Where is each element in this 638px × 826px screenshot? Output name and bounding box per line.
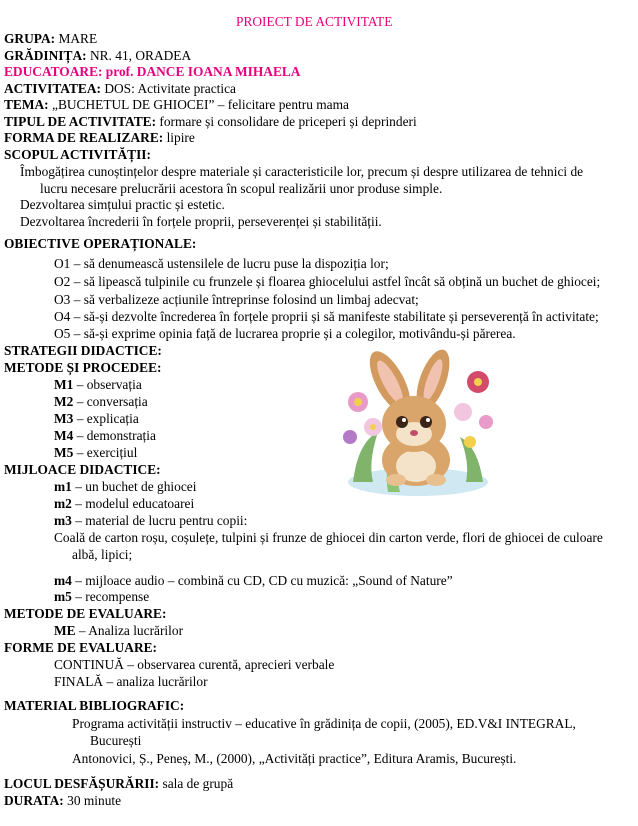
scopul-line: Îmbogățirea cunoștințelor despre materiale și caracteristicile lor, precum și despre utilizarea de tehnici de bbox=[20, 164, 584, 179]
strategii-heading: STRATEGII DIDACTICE: bbox=[4, 343, 162, 358]
obiectiv-item: O2 – să lipească tulpinile cu frunzele și floarea ghiocelului astfel încât să obțină un buchet de ghiocei; bbox=[54, 274, 601, 289]
gradinita-label: GRĂDINIȚA: bbox=[4, 48, 87, 63]
evaluare-heading: METODE DE EVALUARE: bbox=[4, 606, 167, 621]
tipul-value: formare și consolidare de priceperi și deprinderi bbox=[159, 114, 417, 129]
forme-heading: FORME DE EVALUARE: bbox=[4, 640, 158, 655]
tema-line bbox=[4, 97, 349, 113]
mijloc-item: m4 – mijloace audio – combină cu CD, CD cu muzică: „Sound of Nature” bbox=[54, 573, 453, 588]
locul-value: sala de grupă bbox=[162, 776, 234, 791]
grupa-value: MARE bbox=[58, 31, 98, 46]
mijloace-heading: MIJLOACE DIDACTICE: bbox=[4, 462, 161, 477]
tema-label: TEMA: bbox=[4, 97, 49, 112]
activitatea-line bbox=[4, 81, 236, 97]
metoda-item: M4 – demonstrația bbox=[54, 428, 156, 443]
tema-value: „BUCHETUL DE GHIOCEI” – felicitare pentru mama bbox=[52, 97, 349, 112]
scopul-line: Dezvoltarea simțului practic și estetic. bbox=[20, 197, 225, 212]
mijloc-item: m1 – un buchet de ghiocei bbox=[54, 479, 197, 494]
metoda-item: M2 – conversația bbox=[54, 394, 148, 409]
mijloc-item: m2 – modelul educatoarei bbox=[54, 496, 195, 511]
durata-value: 30 minute bbox=[67, 793, 122, 808]
grupa-line bbox=[4, 31, 97, 47]
bibliografie-ref-cont: București bbox=[90, 733, 142, 748]
forma-label: FORMA DE REALIZARE: bbox=[4, 130, 164, 145]
obiectiv-item: O3 – să verbalizeze acțiunile întreprinse folosind un limbaj adecvat; bbox=[54, 292, 419, 307]
page-title: PROIECT DE ACTIVITATE bbox=[236, 14, 393, 29]
educatoare-line bbox=[4, 64, 300, 80]
obiective-heading: OBIECTIVE OPERAȚIONALE: bbox=[4, 236, 197, 251]
mijloc-detail: Coală de carton roșu, coșulețe, tulpini și frunze de ghiocei din carton verde, flori de ghiocei de culoare bbox=[54, 530, 603, 545]
grupa-label: GRUPA: bbox=[4, 31, 56, 46]
gradinita-line bbox=[4, 48, 191, 64]
evaluare-item: ME – Analiza lucrărilor bbox=[54, 623, 184, 638]
obiectiv-item: O4 – să-și dezvolte încrederea în forțele proprii și să manifeste stabilitate și perseverență în activitate; bbox=[54, 309, 599, 324]
metoda-item: M5 – exercițiul bbox=[54, 445, 138, 460]
gradinita-value: NR. 41, ORADEA bbox=[89, 48, 192, 63]
locul-label: LOCUL DESFĂȘURĂRII: bbox=[4, 776, 160, 791]
metode-heading: METODE ȘI PROCEDEE: bbox=[4, 360, 162, 375]
forma-finala: FINALĂ – analiza lucrărilor bbox=[54, 674, 208, 689]
obiectiv-item: O1 – să denumească ustensilele de lucru puse la dispoziția lor; bbox=[54, 256, 389, 271]
tipul-label: TIPUL DE ACTIVITATE: bbox=[4, 114, 157, 129]
metoda-item: M1 – observația bbox=[54, 377, 142, 392]
bibliografie-ref: Programa activității instructiv – educative în grădinița de copii, (2005), ED.V&I INTEGRAL, bbox=[72, 716, 576, 731]
mijloc-item: m5 – recompense bbox=[54, 589, 150, 604]
durata-label: DURATA: bbox=[4, 793, 64, 808]
educatoare-text: EDUCATOARE: prof. DANCE IOANA MIHAELA bbox=[4, 64, 301, 79]
scopul-line: lucru necesare prelucrării acestora în scopul realizării unor produse simple. bbox=[40, 181, 443, 196]
mijloc-item: m3 – material de lucru pentru copii: bbox=[54, 513, 248, 528]
forma-continua: CONTINUĂ – observarea curentă, aprecieri verbale bbox=[54, 657, 335, 672]
obiectiv-item: O5 – să-și exprime opinia față de lucrarea proprie și a colegilor, motivându-și părerea. bbox=[54, 326, 516, 341]
scopul-line: Dezvoltarea încrederii în forțele proprii, perseverenței și stabilității. bbox=[20, 214, 382, 229]
activitatea-label: ACTIVITATEA: bbox=[4, 81, 101, 96]
forma-line bbox=[4, 130, 195, 146]
metoda-item: M3 – explicația bbox=[54, 411, 139, 426]
tipul-line bbox=[4, 114, 417, 130]
activitatea-value: DOS: Activitate practica bbox=[104, 81, 236, 96]
bunny-illustration bbox=[338, 342, 498, 502]
durata-line bbox=[4, 793, 121, 809]
bibliografie-heading: MATERIAL BIBLIOGRAFIC: bbox=[4, 698, 185, 713]
forma-value: lipire bbox=[166, 130, 195, 145]
locul-line bbox=[4, 776, 233, 792]
scopul-heading: SCOPUL ACTIVITĂȚII: bbox=[4, 147, 151, 162]
mijloc-detail: albă, lipici; bbox=[72, 547, 133, 562]
bibliografie-ref: Antonovici, Ș., Peneș, M., (2000), „Activități practice”, Editura Aramis, București. bbox=[72, 751, 517, 766]
